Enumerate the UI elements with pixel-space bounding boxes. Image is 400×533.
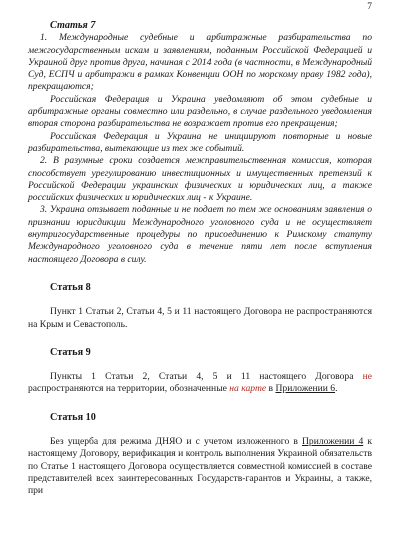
article-7-paragraph-5: 3. Украина отзывает поданные и не подает по тем же основаниям заявления о признании юрисдикции Международного уголовного суда и не осуществляет внутригосударственные процедуры по присоединению к Римскому статуту Международного уголовного суда в течение пяти лет после вступления настоящего Договора в силу. xyxy=(28,204,372,265)
article-9-highlight-map: на карте xyxy=(229,383,267,395)
article-9-text xyxy=(28,371,372,396)
article-9-highlight-ne: не xyxy=(362,371,372,383)
article-10-text-part-2: к настоящему Договору, верификация и контроль выполнения Украиной обязательств по Статье 1 настоящего Договора осуществляется совместной комиссией в составе представителей всех заинтересованных Государств-гарантов и Украины, а также, при xyxy=(28,436,372,497)
article-9-title: Статья 9 xyxy=(50,346,91,358)
article-8-text: Пункт 1 Статьи 2, Статьи 4, 5 и 11 настоящего Договора не распространяются на Крым и Севастополь. xyxy=(28,306,372,330)
article-9-text-part-2: распространяются на территории, обозначенные xyxy=(28,383,230,395)
article-7-paragraph-2: Российская Федерация и Украина уведомляют об этом судебные и арбитражные органы совместно или раздельно, в случае раздельного уведомления вторая сторона разбирательства не возражает против его прекращения; xyxy=(28,93,372,130)
document-content xyxy=(28,20,372,498)
article-8 xyxy=(28,282,372,331)
article-10 xyxy=(28,412,372,498)
article-7-paragraph-1: 1. Международные судебные и арбитражные разбирательства по межгосударственным искам и заявлениям, поданным Российской Федерацией и Украиной друг против друга, начиная с 2014 года (в частности, в Международный Суд, ЕСПЧ и арбитражи в рамках Конвенции ООН по морскому праву 1982 года), прекращаются; xyxy=(28,32,372,93)
article-7-paragraph-4: 2. В разумные сроки создается межправительственная комиссия, которая способствует урегулированию инвестиционных и имущественных претензий к Российской Федерации украинских физических и юридических лиц, а также российских физических и юридических лиц - к Украине. xyxy=(28,155,372,204)
article-9-text-part-1: Пункты 1 Статьи 2, Статьи 4, 5 и 11 настоящего Договора xyxy=(50,371,363,383)
article-7 xyxy=(28,20,372,266)
appendix-4-link[interactable]: Приложении 4 xyxy=(302,436,364,448)
article-7-title: Статья 7 xyxy=(50,20,96,31)
article-10-text xyxy=(28,436,372,497)
article-9 xyxy=(28,347,372,396)
article-10-text-part-1: Без ущерба для режима ДНЯО и с учетом изложенного в xyxy=(50,436,302,448)
article-7-paragraph-3: Российская Федерация и Украина не инициируют повторные и новые разбирательства, вытекающие из тех же событий. xyxy=(28,130,372,154)
article-9-text-part-4: . xyxy=(335,383,338,395)
article-8-title: Статья 8 xyxy=(50,281,91,293)
article-9-text-part-3: в xyxy=(266,383,276,395)
appendix-6-link[interactable]: Приложении 6 xyxy=(275,383,336,395)
page-number: 7 xyxy=(367,2,372,12)
article-10-title: Статья 10 xyxy=(50,411,96,423)
